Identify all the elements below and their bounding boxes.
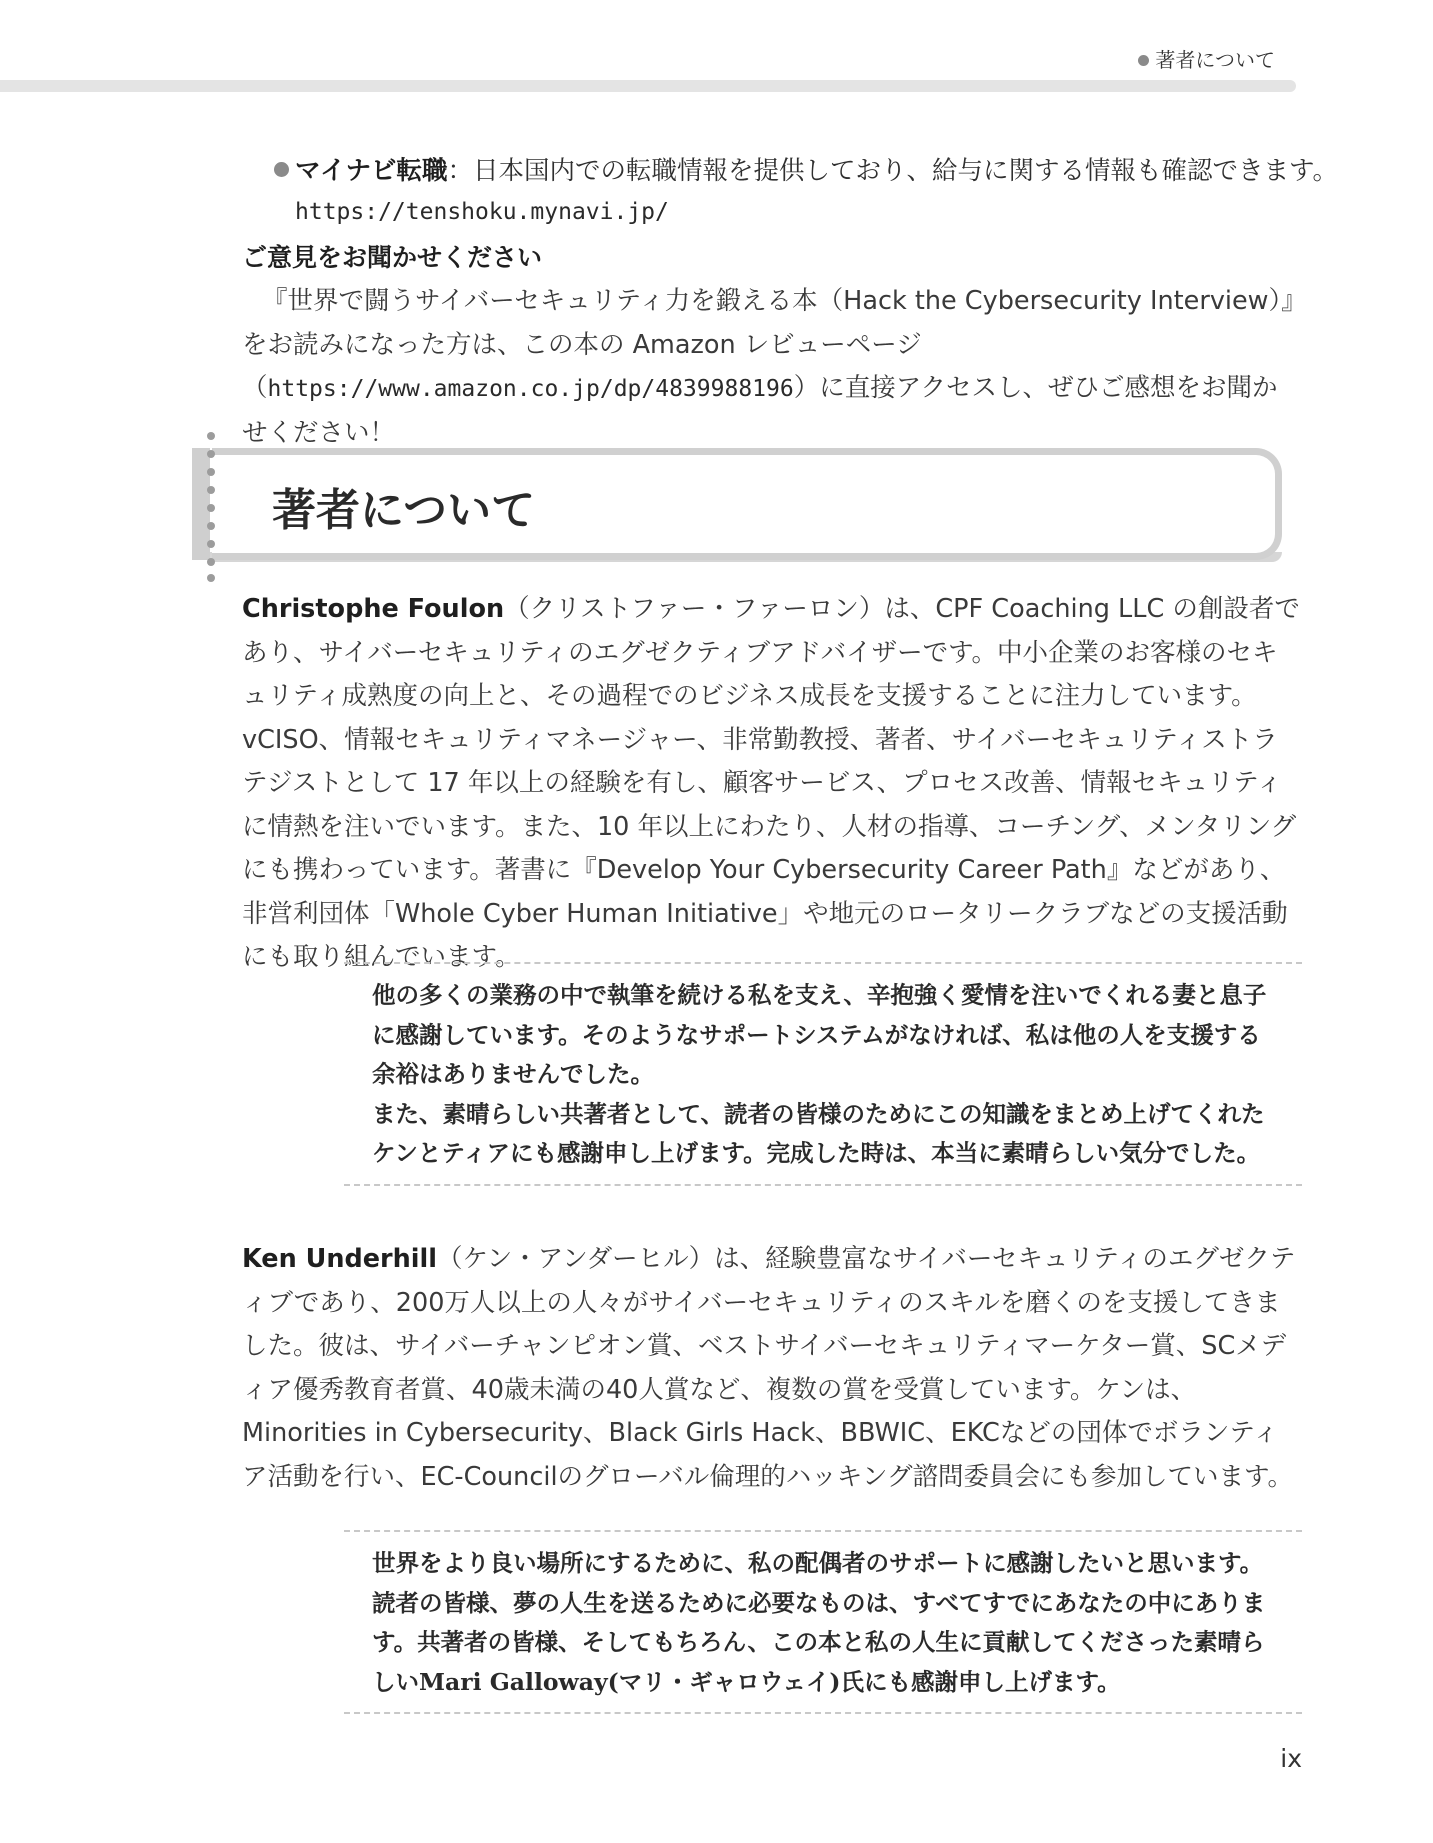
feedback-text-end: ）に直接アクセスし、ぜひご感想をお聞かせください！ xyxy=(242,373,1278,448)
feedback-heading: ご意見をお聞かせください xyxy=(242,243,543,272)
author-name: Ken Underhill xyxy=(242,1244,437,1274)
author-name: Christophe Foulon xyxy=(242,594,505,624)
running-header xyxy=(1138,44,1275,73)
running-header-text: 著者について xyxy=(1155,48,1275,72)
resource-item-mynavi xyxy=(274,150,1338,193)
feedback-text: 『世界で闘うサイバーセキュリティ力を鍛える本（Hack the Cybersecurity Interview）』をお読みになった方は、この本の Amazon レビューページ（ xyxy=(242,286,1295,403)
header-rule xyxy=(0,80,1296,92)
bullet-dot-icon xyxy=(274,162,289,177)
acknowledgement-paragraph: また、素晴らしい共著者として、読者の皆様のためにこの知識をまとめ上げてくれたケンとティアにも感謝申し上げます。完成した時は、本当に素晴らしい気分でした。 xyxy=(372,1099,1265,1167)
author-bio-underhill xyxy=(242,1238,1302,1499)
acknowledgement-text xyxy=(372,964,1272,1184)
section-title: 著者について xyxy=(272,485,536,536)
acknowledgement-text xyxy=(372,1532,1272,1712)
resource-url[interactable]: https://tenshoku.mynavi.jp/ xyxy=(295,199,669,225)
bullet-dot-icon xyxy=(1138,55,1149,66)
amazon-review-url[interactable]: https://www.amazon.co.jp/dp/4839988196 xyxy=(267,376,794,402)
acknowledgement-paragraph: 他の多くの業務の中で執筆を続ける私を支え、辛抱強く愛情を注いでくれる妻と息子に感謝しています。そのようなサポートシステムがなければ、私は他の人を支援する余裕はありませんでした。 xyxy=(372,981,1267,1088)
page-number: ix xyxy=(1280,1744,1302,1773)
acknowledgement-paragraph: 世界をより良い場所にするために、私の配偶者のサポートに感謝したいと思います。読者の皆様、夢の人生を送るために必要なものは、すべてすでにあなたの中にあります。共著者の皆様、そしてもちろん、この本と私の人生に貢献してくださった素晴らしいMari Galloway(マリ・ギャロウェイ)氏にも感謝申し上げます。 xyxy=(372,1549,1266,1696)
author-bio-foulon xyxy=(242,588,1302,980)
feedback-paragraph xyxy=(242,280,1302,455)
dotted-divider-icon xyxy=(204,432,218,582)
resource-description: ：日本国内での転職情報を提供しており、給与に関する情報も確認できます。 xyxy=(447,156,1338,186)
author-bio-text: （クリストファー・ファーロン）は、CPF Coaching LLC の創設者であり、サイバーセキュリティのエグゼクティブアドバイザーです。中小企業のお客様のセキュリティ成熟度の向上と、その過程でのビジネス成長を支援することに注力しています。vCISO、情報セキュリティマネージャー、非常勤教授、著者、サイバーセキュリティストラテジストとして 17 年以上の経験を有し、顧客サービス、プロセス改善、情報セキュリティに情熱を注いでいます。また、10 年以上にわたり、人材の指導、コーチング、メンタリングにも携わっています。著書に『Develop Your Cybersecurity Career Path』などがあり、非営利団体「Whole Cyber Human Initiative」や地元のロータリークラブなどの支援活動にも取り組んでいます。 xyxy=(242,594,1300,972)
acknowledgement-box-foulon xyxy=(344,962,1302,1186)
author-bio-text: （ケン・アンダーヒル）は、経験豊富なサイバーセキュリティのエグゼクティブであり、200万人以上の人々がサイバーセキュリティのスキルを磨くのを支援してきました。彼は、サイバーチャンピオン賞、ベストサイバーセキュリティマーケター賞、SCメディア優秀教育者賞、40歳未満の40人賞など、複数の賞を受賞しています。ケンは、Minorities in Cybersecurity、Black Girls Hack、BBWIC、EKCなどの団体でボランティア活動を行い、EC-Councilのグローバル倫理的ハッキング諮問委員会にも参加しています。 xyxy=(242,1244,1296,1492)
acknowledgement-box-underhill xyxy=(344,1530,1302,1714)
resource-name: マイナビ転職 xyxy=(295,156,448,186)
